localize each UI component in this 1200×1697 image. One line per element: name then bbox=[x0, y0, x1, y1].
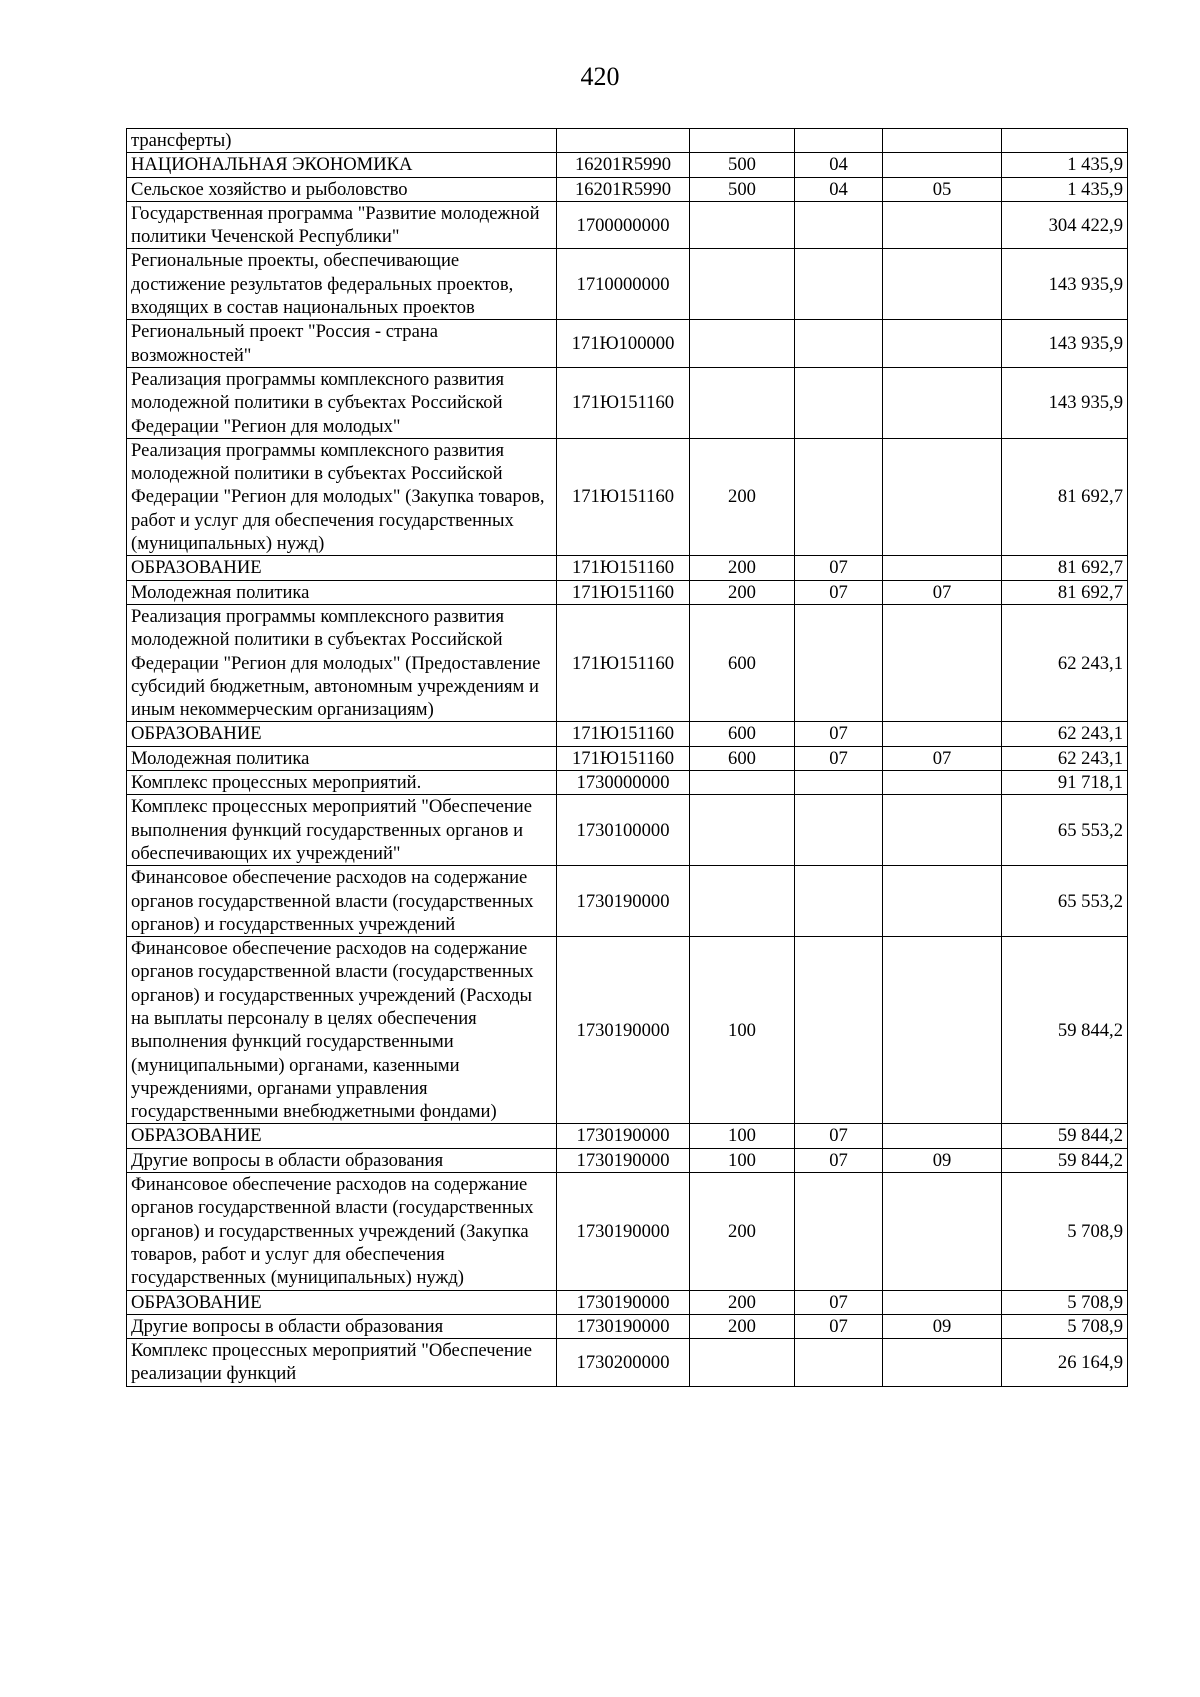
row-subsection-cell bbox=[883, 1339, 1002, 1387]
row-name-cell: Молодежная политика bbox=[127, 746, 557, 770]
table-row bbox=[127, 201, 1128, 249]
row-code-cell: 171Ю151160 bbox=[557, 367, 690, 438]
row-subsection-cell bbox=[883, 201, 1002, 249]
row-expense-type-cell bbox=[690, 771, 795, 795]
row-amount-cell: 5 708,9 bbox=[1002, 1290, 1128, 1314]
row-name-cell: ОБРАЗОВАНИЕ bbox=[127, 722, 557, 746]
row-section-cell: 07 bbox=[795, 556, 883, 580]
table-row bbox=[127, 129, 1128, 153]
row-amount-cell: 91 718,1 bbox=[1002, 771, 1128, 795]
table-row bbox=[127, 556, 1128, 580]
row-code-cell: 171Ю151160 bbox=[557, 556, 690, 580]
row-section-cell bbox=[795, 249, 883, 320]
row-code-cell: 1730190000 bbox=[557, 1314, 690, 1338]
row-expense-type-cell: 600 bbox=[690, 604, 795, 721]
budget-table bbox=[126, 128, 1128, 1387]
row-amount-cell: 59 844,2 bbox=[1002, 1148, 1128, 1172]
row-subsection-cell bbox=[883, 320, 1002, 368]
row-section-cell bbox=[795, 795, 883, 866]
row-expense-type-cell: 600 bbox=[690, 722, 795, 746]
page-number: 420 bbox=[580, 62, 620, 91]
row-subsection-cell: 09 bbox=[883, 1148, 1002, 1172]
row-amount-cell: 62 243,1 bbox=[1002, 746, 1128, 770]
row-expense-type-cell bbox=[690, 1339, 795, 1387]
row-code-cell: 171Ю151160 bbox=[557, 438, 690, 555]
row-expense-type-cell: 100 bbox=[690, 1148, 795, 1172]
row-subsection-cell bbox=[883, 556, 1002, 580]
row-section-cell: 07 bbox=[795, 1124, 883, 1148]
row-code-cell: 1730190000 bbox=[557, 1173, 690, 1290]
row-name-cell: НАЦИОНАЛЬНАЯ ЭКОНОМИКА bbox=[127, 153, 557, 177]
table-row bbox=[127, 367, 1128, 438]
row-subsection-cell: 07 bbox=[883, 746, 1002, 770]
row-name-cell: Комплекс процессных мероприятий. bbox=[127, 771, 557, 795]
row-code-cell: 1700000000 bbox=[557, 201, 690, 249]
row-expense-type-cell bbox=[690, 795, 795, 866]
row-name-cell: Комплекс процессных мероприятий "Обеспечение реализации функций bbox=[127, 1339, 557, 1387]
row-subsection-cell bbox=[883, 249, 1002, 320]
row-expense-type-cell: 200 bbox=[690, 580, 795, 604]
row-name-cell: Реализация программы комплексного развития молодежной политики в субъектах Российской Федерации "Регион для молодых" bbox=[127, 367, 557, 438]
row-amount-cell: 143 935,9 bbox=[1002, 320, 1128, 368]
row-expense-type-cell: 500 bbox=[690, 177, 795, 201]
table-row bbox=[127, 604, 1128, 721]
row-name-cell: Молодежная политика bbox=[127, 580, 557, 604]
row-amount-cell: 65 553,2 bbox=[1002, 866, 1128, 937]
row-code-cell: 16201R5990 bbox=[557, 177, 690, 201]
row-section-cell bbox=[795, 201, 883, 249]
table-row bbox=[127, 937, 1128, 1124]
row-subsection-cell bbox=[883, 1290, 1002, 1314]
row-expense-type-cell bbox=[690, 249, 795, 320]
row-expense-type-cell: 200 bbox=[690, 1173, 795, 1290]
row-expense-type-cell bbox=[690, 201, 795, 249]
row-section-cell bbox=[795, 604, 883, 721]
row-expense-type-cell: 200 bbox=[690, 1314, 795, 1338]
row-amount-cell: 65 553,2 bbox=[1002, 795, 1128, 866]
table-row bbox=[127, 795, 1128, 866]
row-code-cell: 16201R5990 bbox=[557, 153, 690, 177]
row-subsection-cell bbox=[883, 722, 1002, 746]
row-amount-cell: 81 692,7 bbox=[1002, 438, 1128, 555]
row-subsection-cell: 07 bbox=[883, 580, 1002, 604]
row-subsection-cell bbox=[883, 937, 1002, 1124]
row-name-cell: Финансовое обеспечение расходов на содержание органов государственной власти (государственных органов) и государственных учреждений (Закупка товаров, работ и услуг для обеспечения государственных (муниципальных) нужд) bbox=[127, 1173, 557, 1290]
row-section-cell: 07 bbox=[795, 722, 883, 746]
row-section-cell: 07 bbox=[795, 1314, 883, 1338]
row-subsection-cell bbox=[883, 129, 1002, 153]
row-subsection-cell bbox=[883, 795, 1002, 866]
row-subsection-cell bbox=[883, 866, 1002, 937]
row-code-cell: 1730190000 bbox=[557, 866, 690, 937]
row-code-cell: 1730000000 bbox=[557, 771, 690, 795]
row-section-cell bbox=[795, 937, 883, 1124]
table-row bbox=[127, 746, 1128, 770]
table-row bbox=[127, 153, 1128, 177]
table-row bbox=[127, 580, 1128, 604]
table-row bbox=[127, 1173, 1128, 1290]
row-subsection-cell bbox=[883, 771, 1002, 795]
row-amount-cell: 81 692,7 bbox=[1002, 580, 1128, 604]
row-section-cell: 07 bbox=[795, 746, 883, 770]
row-subsection-cell bbox=[883, 1124, 1002, 1148]
row-code-cell: 1710000000 bbox=[557, 249, 690, 320]
row-name-cell: Региональные проекты, обеспечивающие достижение результатов федеральных проектов, входящих в состав национальных проектов bbox=[127, 249, 557, 320]
row-name-cell: Финансовое обеспечение расходов на содержание органов государственной власти (государственных органов) и государственных учреждений bbox=[127, 866, 557, 937]
row-amount-cell: 59 844,2 bbox=[1002, 1124, 1128, 1148]
row-code-cell: 171Ю151160 bbox=[557, 604, 690, 721]
row-name-cell: Комплекс процессных мероприятий "Обеспечение выполнения функций государственных органов и обеспечивающих их учреждений" bbox=[127, 795, 557, 866]
row-section-cell bbox=[795, 320, 883, 368]
table-row bbox=[127, 771, 1128, 795]
row-name-cell: Государственная программа "Развитие молодежной политики Чеченской Республики" bbox=[127, 201, 557, 249]
row-expense-type-cell: 600 bbox=[690, 746, 795, 770]
row-amount-cell: 81 692,7 bbox=[1002, 556, 1128, 580]
row-subsection-cell bbox=[883, 604, 1002, 721]
row-expense-type-cell bbox=[690, 866, 795, 937]
row-section-cell bbox=[795, 1339, 883, 1387]
row-section-cell bbox=[795, 866, 883, 937]
row-amount-cell bbox=[1002, 129, 1128, 153]
row-name-cell: трансферты) bbox=[127, 129, 557, 153]
row-subsection-cell: 05 bbox=[883, 177, 1002, 201]
row-subsection-cell bbox=[883, 1173, 1002, 1290]
row-section-cell: 04 bbox=[795, 153, 883, 177]
budget-table-body bbox=[127, 129, 1128, 1387]
row-amount-cell: 62 243,1 bbox=[1002, 722, 1128, 746]
row-subsection-cell: 09 bbox=[883, 1314, 1002, 1338]
row-expense-type-cell bbox=[690, 367, 795, 438]
row-name-cell: ОБРАЗОВАНИЕ bbox=[127, 1290, 557, 1314]
row-name-cell: Другие вопросы в области образования bbox=[127, 1314, 557, 1338]
row-expense-type-cell: 500 bbox=[690, 153, 795, 177]
row-amount-cell: 1 435,9 bbox=[1002, 177, 1128, 201]
row-section-cell bbox=[795, 367, 883, 438]
table-row bbox=[127, 1339, 1128, 1387]
row-name-cell: Реализация программы комплексного развития молодежной политики в субъектах Российской Федерации "Регион для молодых" (Предоставление субсидий бюджетным, автономным учреждениям и иным некоммерческим организациям) bbox=[127, 604, 557, 721]
row-name-cell: Финансовое обеспечение расходов на содержание органов государственной власти (государственных органов) и государственных учреждений (Расходы на выплаты персоналу в целях обеспечения выполнения функций государственными (муниципальными) органами, казенными учреждениями, органами управления государственными внебюджетными фондами) bbox=[127, 937, 557, 1124]
row-name-cell: ОБРАЗОВАНИЕ bbox=[127, 556, 557, 580]
row-code-cell: 171Ю151160 bbox=[557, 580, 690, 604]
row-code-cell: 171Ю100000 bbox=[557, 320, 690, 368]
row-amount-cell: 26 164,9 bbox=[1002, 1339, 1128, 1387]
row-amount-cell: 62 243,1 bbox=[1002, 604, 1128, 721]
row-amount-cell: 304 422,9 bbox=[1002, 201, 1128, 249]
table-row bbox=[127, 1148, 1128, 1172]
table-row bbox=[127, 249, 1128, 320]
row-code-cell: 1730200000 bbox=[557, 1339, 690, 1387]
row-amount-cell: 5 708,9 bbox=[1002, 1314, 1128, 1338]
row-section-cell bbox=[795, 771, 883, 795]
row-section-cell: 07 bbox=[795, 580, 883, 604]
row-amount-cell: 59 844,2 bbox=[1002, 937, 1128, 1124]
row-expense-type-cell bbox=[690, 320, 795, 368]
row-subsection-cell bbox=[883, 153, 1002, 177]
row-expense-type-cell: 100 bbox=[690, 937, 795, 1124]
row-name-cell: Сельское хозяйство и рыболовство bbox=[127, 177, 557, 201]
row-section-cell bbox=[795, 129, 883, 153]
row-amount-cell: 143 935,9 bbox=[1002, 249, 1128, 320]
row-expense-type-cell: 100 bbox=[690, 1124, 795, 1148]
table-row bbox=[127, 177, 1128, 201]
row-section-cell: 07 bbox=[795, 1148, 883, 1172]
row-section-cell bbox=[795, 1173, 883, 1290]
row-code-cell: 1730100000 bbox=[557, 795, 690, 866]
row-code-cell: 1730190000 bbox=[557, 1124, 690, 1148]
row-expense-type-cell bbox=[690, 129, 795, 153]
row-code-cell: 171Ю151160 bbox=[557, 746, 690, 770]
table-row bbox=[127, 866, 1128, 937]
table-row bbox=[127, 1290, 1128, 1314]
row-subsection-cell bbox=[883, 367, 1002, 438]
row-amount-cell: 1 435,9 bbox=[1002, 153, 1128, 177]
row-code-cell: 171Ю151160 bbox=[557, 722, 690, 746]
table-row bbox=[127, 1124, 1128, 1148]
row-expense-type-cell: 200 bbox=[690, 1290, 795, 1314]
row-name-cell: Другие вопросы в области образования bbox=[127, 1148, 557, 1172]
row-expense-type-cell: 200 bbox=[690, 438, 795, 555]
row-section-cell: 07 bbox=[795, 1290, 883, 1314]
row-code-cell bbox=[557, 129, 690, 153]
row-code-cell: 1730190000 bbox=[557, 1290, 690, 1314]
table-row bbox=[127, 1314, 1128, 1338]
row-amount-cell: 143 935,9 bbox=[1002, 367, 1128, 438]
row-name-cell: Региональный проект "Россия - страна возможностей" bbox=[127, 320, 557, 368]
row-name-cell: Реализация программы комплексного развития молодежной политики в субъектах Российской Федерации "Регион для молодых" (Закупка товаров, работ и услуг для обеспечения государственных (муниципальных) нужд) bbox=[127, 438, 557, 555]
row-code-cell: 1730190000 bbox=[557, 1148, 690, 1172]
row-code-cell: 1730190000 bbox=[557, 937, 690, 1124]
row-section-cell: 04 bbox=[795, 177, 883, 201]
row-expense-type-cell: 200 bbox=[690, 556, 795, 580]
row-section-cell bbox=[795, 438, 883, 555]
table-row bbox=[127, 722, 1128, 746]
row-subsection-cell bbox=[883, 438, 1002, 555]
row-amount-cell: 5 708,9 bbox=[1002, 1173, 1128, 1290]
table-row bbox=[127, 438, 1128, 555]
table-row bbox=[127, 320, 1128, 368]
row-name-cell: ОБРАЗОВАНИЕ bbox=[127, 1124, 557, 1148]
